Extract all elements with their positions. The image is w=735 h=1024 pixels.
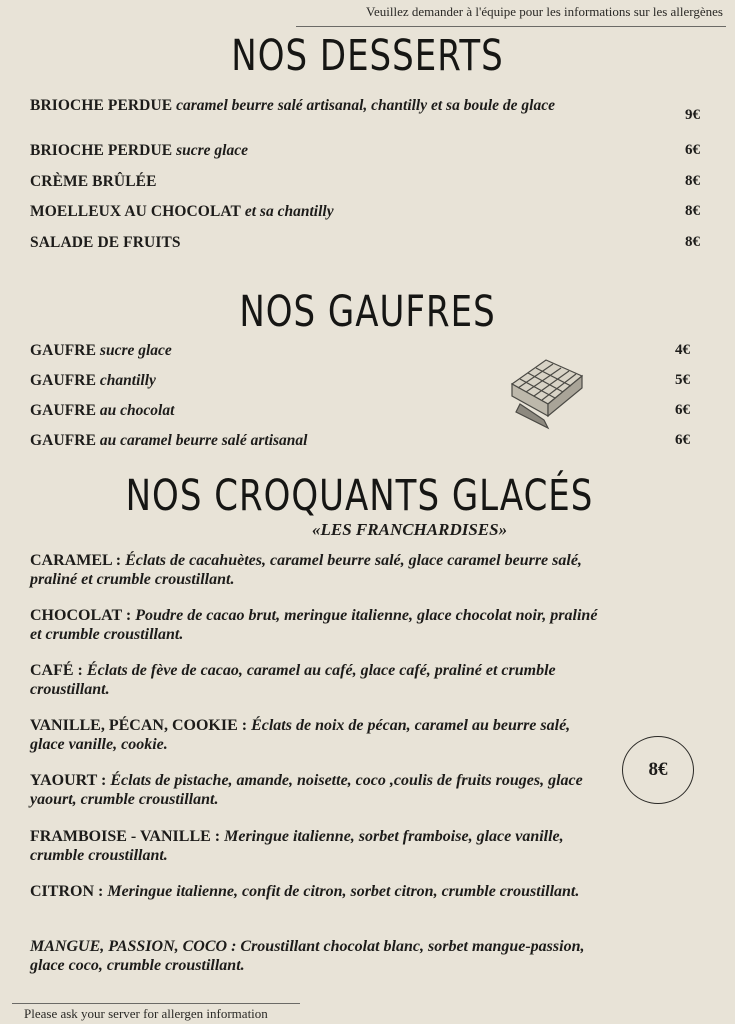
menu-item (30, 551, 600, 589)
item-name: MOELLEUX AU CHOCOLAT (30, 203, 241, 220)
item-name: CITRON : (30, 883, 104, 900)
item-name: CAFÉ : (30, 662, 83, 679)
allergen-note-en: Please ask your server for allergen information (24, 1006, 268, 1021)
divider (12, 1003, 300, 1004)
item-desc: Éclats de noix de pécan, caramel au beurre salé, glace vanille, cookie. (30, 717, 571, 753)
menu-item (30, 203, 700, 220)
menu-item (30, 234, 700, 251)
item-desc: au chocolat (99, 402, 175, 419)
allergen-note-fr: Veuillez demander à l'équipe pour les informations sur les allergènes (366, 4, 723, 19)
menu-item (30, 142, 700, 159)
item-price: 6€ (685, 142, 700, 158)
item-name: YAOURT : (30, 772, 107, 789)
item-price: 8€ (685, 203, 700, 219)
item-desc: Poudre de cacao brut, meringue italienne, glace chocolat noir, praliné et crumble croustillant. (30, 607, 598, 643)
item-price: 5€ (675, 372, 690, 388)
item-desc: et sa chantilly (244, 203, 334, 220)
item-name: VANILLE, PÉCAN, COOKIE : (30, 717, 248, 734)
item-price: 8€ (685, 234, 700, 250)
croquants-title: NOS CROQUANTS GLACÉS (125, 471, 594, 521)
desserts-title: NOS DESSERTS (231, 31, 504, 81)
item-name: CRÈME BRÛLÉE (30, 173, 157, 190)
item-desc: caramel beurre salé artisanal, chantilly et sa boule de glace (176, 97, 555, 114)
waffle-icon (506, 354, 586, 430)
item-desc: Éclats de fève de cacao, caramel au café, glace café, praliné et crumble croustillant. (30, 662, 556, 698)
item-desc: Meringue italienne, confit de citron, sorbet citron, crumble croustillant. (107, 883, 580, 900)
item-desc: au caramel beurre salé artisanal (99, 432, 308, 449)
menu-item (30, 771, 600, 809)
croquants-subtitle: «LES FRANCHARDISES» (312, 520, 508, 539)
menu-item (30, 937, 600, 975)
item-desc: MANGUE, PASSION, COCO : Croustillant chocolat blanc, sorbet mangue-passion, glace coco, crumble croustillant. (30, 938, 585, 974)
item-price: 8€ (685, 173, 700, 189)
item-price: 6€ (675, 402, 690, 418)
item-price: 4€ (675, 342, 690, 358)
item-price: 6€ (675, 432, 690, 448)
menu-item (30, 882, 600, 901)
item-name: CARAMEL : (30, 552, 122, 569)
menu-item (30, 606, 600, 644)
item-price: 9€ (685, 107, 700, 123)
item-name: CHOCOLAT : (30, 607, 132, 624)
menu-item (30, 372, 700, 389)
item-desc: chantilly (99, 372, 156, 389)
item-name: GAUFRE (30, 402, 97, 419)
item-name: GAUFRE (30, 432, 97, 449)
item-name: SALADE DE FRUITS (30, 234, 181, 251)
item-desc: sucre glace (99, 342, 172, 359)
menu-item (30, 173, 700, 190)
menu-item (30, 661, 600, 699)
item-desc: Éclats de pistache, amande, noisette, coco ,coulis de fruits rouges, glace yaourt, crumble croustillant. (30, 772, 583, 808)
gaufres-title: NOS GAUFRES (239, 287, 496, 337)
menu-item (30, 97, 700, 123)
item-name: GAUFRE (30, 342, 97, 359)
menu-item (30, 716, 600, 754)
item-name: BRIOCHE PERDUE (30, 97, 173, 114)
croquants-price-badge: 8€ (622, 736, 694, 804)
menu-item (30, 402, 700, 419)
item-desc: Meringue italienne, sorbet framboise, glace vanille, crumble croustillant. (30, 828, 564, 864)
item-name: GAUFRE (30, 372, 97, 389)
item-desc: Éclats de cacahuètes, caramel beurre salé, glace caramel beurre salé, praliné et crumble croustillant. (30, 552, 582, 588)
divider (296, 26, 726, 27)
item-name: FRAMBOISE - VANILLE : (30, 828, 221, 845)
item-name: BRIOCHE PERDUE (30, 142, 173, 159)
menu-item (30, 432, 700, 449)
menu-item (30, 342, 700, 359)
item-desc: sucre glace (176, 142, 248, 159)
menu-item (30, 827, 600, 865)
